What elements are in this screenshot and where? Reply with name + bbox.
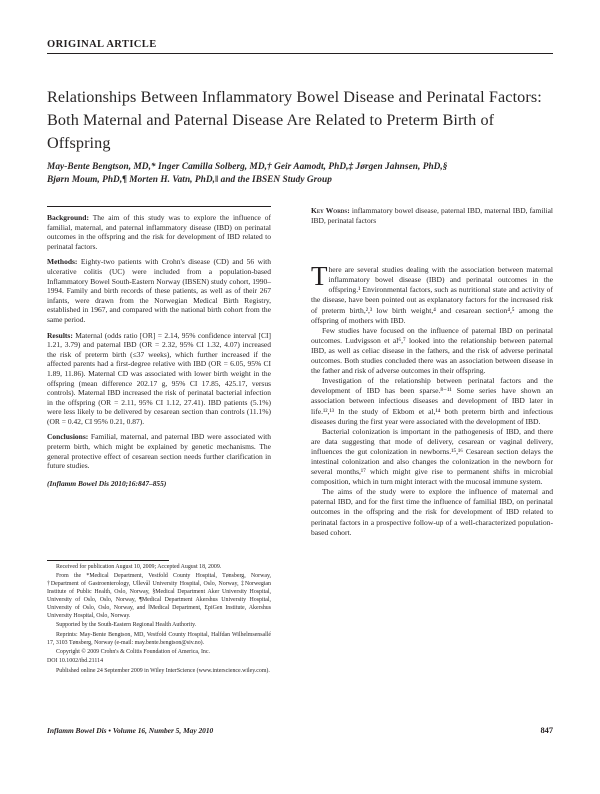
page-title: Relationships Between Inflammatory Bowel Disease and Perinatal Factors: Both Maternal and Paternal Disease Are Related to Preterm Birth of Offspring xyxy=(47,88,542,152)
body-paragraph-3: Investigation of the relationship between perinatal factors and the development of IBD has been sparse.⁸⁻¹¹ Some series have shown an association between infectious diseases and development of IBD later in life.¹²,¹³ In the study of Ekbom et al,¹⁴ both preterm birth and infectious diseases during the first year were associated with the development of IBD. xyxy=(311,376,553,426)
footer-journal-name: Inflamm Bowel Dis xyxy=(47,726,107,735)
footnote-block xyxy=(47,560,271,677)
abstract-methods xyxy=(47,257,271,324)
running-head-rule xyxy=(47,53,553,54)
body-paragraph-4: Bacterial colonization is important in the pathogenesis of IBD, and there are data suggesting that mode of delivery, cesarean or vaginal delivery, influences the gut colonization in newborns.¹⁵,¹⁶ Cesarean section delays the intestinal colonization and also changes the colonization in the newborn for several months,¹⁷ which might give rise to permanent shifts in microbial composition, which in turn might interact with the mucosal immune system. xyxy=(311,426,553,487)
abstract-methods-label: Methods: xyxy=(47,257,78,267)
footnote-published: Published online 24 September 2009 in Wiley InterScience (www.interscience.wiley.com). xyxy=(56,667,270,674)
footer-journal-reference xyxy=(47,726,213,735)
running-head-label: ORIGINAL ARTICLE xyxy=(47,39,157,50)
abstract-top-rule xyxy=(47,206,271,207)
right-column xyxy=(311,206,553,538)
keywords-label: Key Words: xyxy=(311,206,350,215)
body-paragraph-2: Few studies have focused on the influence of paternal IBD on perinatal outcomes. Ludvigsson et al⁶,⁷ looked into the relationship between paternal IBD, as well as celiac disease in the fathers, and the risk of adverse perinatal outcomes. Both studies concluded there was an association between disease in the father and risk of adverse outcomes in their offspring. xyxy=(311,325,553,376)
body-paragraph-1 xyxy=(311,261,553,326)
footnote-support: Supported by the South-Eastern Regional Health Authority. xyxy=(56,622,197,629)
footnote-reprints: Reprints: May-Bente Bengtson, MD, Vestfold County Hospital, Halfdan Wilhelmsensallé 17, 3103 Tønsberg, Norway (e-mail: may.bente.bengtson@siv.no). xyxy=(47,631,271,646)
abstract-results-label: Results: xyxy=(47,330,73,340)
abstract-background-label: Background: xyxy=(47,213,89,222)
abstract-methods-text: Eighty-two patients with Crohn's disease (CD) and 56 with ulcerative colitis (UC) were included from a population-based Inflammatory Bowel South-Eastern Norway (IBSEN) study cohort, 1990–1994. Family and birth records of these patients, as well as of their 267 infants, were drawn from the Norwegian Medical Birth Registry, established in 1967, and compared with the national birth cohort from the same period. xyxy=(47,257,272,324)
left-column xyxy=(47,206,271,488)
author-list xyxy=(47,161,559,188)
footnote-text xyxy=(47,564,271,676)
abstract-results xyxy=(47,331,271,427)
footer-separator: • xyxy=(108,726,111,735)
abstract-conclusions-label: Conclusions: xyxy=(47,432,89,442)
abstract-background xyxy=(47,213,271,251)
abstract-results-text: Maternal (odds ratio [OR] = 2.14, 95% confidence interval [CI] 1.21, 3.79) and paternal IBD (OR = 2.32, 95% CI 1.32, 4.07) increased the risk of preterm birth (≤37 weeks), which further increased if the affected parents had a first-degree relative with IBD (OR = 6.05, 95% CI 1.89, 11.86). Maternal CD was associated with lower birth weight in the offspring (mean difference 202.17 g, 95% CI 17.85, 425.17, versus controls). Maternal IBD increased the risk of perinatal bacterial infection in the offspring (OR = 2.11, 95% CI 1.12, 27.41). IBD patients (5.1%) were less likely to be delivered by cesarean section than controls (11.1%) (OR = 0.42, CI 95% 0.21, 0.87). xyxy=(47,330,272,426)
running-head xyxy=(47,40,553,54)
abstract-conclusions xyxy=(47,432,271,470)
keywords xyxy=(311,206,553,225)
abstract-conclusions-text: Familial, maternal, and paternal IBD were associated with preterm birth, which might be explained by genetic mechanisms. The general protective effect of cesarean section needs further clarification in future studies. xyxy=(47,432,271,471)
author-line-2: Bjørn Moum, PhD,¶ Morten H. Vatn, PhD,‖ and the IBSEN Study Group xyxy=(47,175,332,186)
drop-cap-t: T xyxy=(311,261,328,292)
keywords-text: inflammatory bowel disease, paternal IBD, maternal IBD, familial IBD, perinatal factors xyxy=(311,206,553,225)
body-paragraph-5: The aims of the study were to explore the influence of maternal and paternal IBD, and for the first time the influence of familial IBD, on perinatal outcomes in the offspring and the risk for development of IBD related to perinatal factors in a prospective follow-up of a well-characterized population-based cohort. xyxy=(311,487,553,537)
page-footer xyxy=(47,726,553,735)
footnote-rule xyxy=(47,560,169,561)
body-paragraph-1-text: here are several studies dealing with the association between maternal inflammatory bowel disease (IBD) and perinatal outcomes in the offspring.¹ Environmental factors, such as nutritional state and activity of the disease, have been pointed out as explanatory factors for the increased risk of preterm birth,²,³ low birth weight,⁴ and cesarean section⁴,⁵ among the offspring of mothers with IBD. xyxy=(311,265,553,325)
article-citation: (Inflamm Bowel Dis 2010;16:847–855) xyxy=(47,478,167,488)
footer-volume-issue: Volume 16, Number 5, May 2010 xyxy=(112,726,214,735)
footnote-affiliations: From the *Medical Department, Vestfold County Hospital, Tønsberg, Norway, †Department of Gastroenterology, Ullevål University Hospital, Oslo, Norway, ‡Norwegian Institute of Public Health, Oslo, Norway, §Medical Department Aker University Hospital, University of Oslo, Oslo, Norway, ¶Medical Department Akershus University Hospital, University of Oslo, Oslo, Norway, and ‖Medical Department, EpiGen Institute, Akershus University Hospital, Oslo, Norway. xyxy=(47,573,271,619)
abstract-background-text: The aim of this study was to explore the influence of familial, maternal, and paternal inflammatory disease (IBD) on perinatal outcomes in the offspring and the risk for development of IBD related to perinatal factors. xyxy=(47,213,271,251)
page-number: 847 xyxy=(540,726,553,735)
author-line-1: May-Bente Bengtson, MD,* Inger Camilla Solberg, MD,† Geir Aamodt, PhD,‡ Jørgen Jahnsen, PhD,§ xyxy=(47,162,448,172)
article-body xyxy=(311,261,553,538)
footnote-copyright: Copyright © 2009 Crohn's & Colitis Foundation of America, Inc. xyxy=(56,649,210,656)
footnote-doi: DOI 10.1002/ibd.21114 xyxy=(47,658,104,665)
footnote-received: Received for publication August 10, 2009; Accepted August 18, 2009. xyxy=(56,564,222,570)
abstract xyxy=(47,213,271,488)
